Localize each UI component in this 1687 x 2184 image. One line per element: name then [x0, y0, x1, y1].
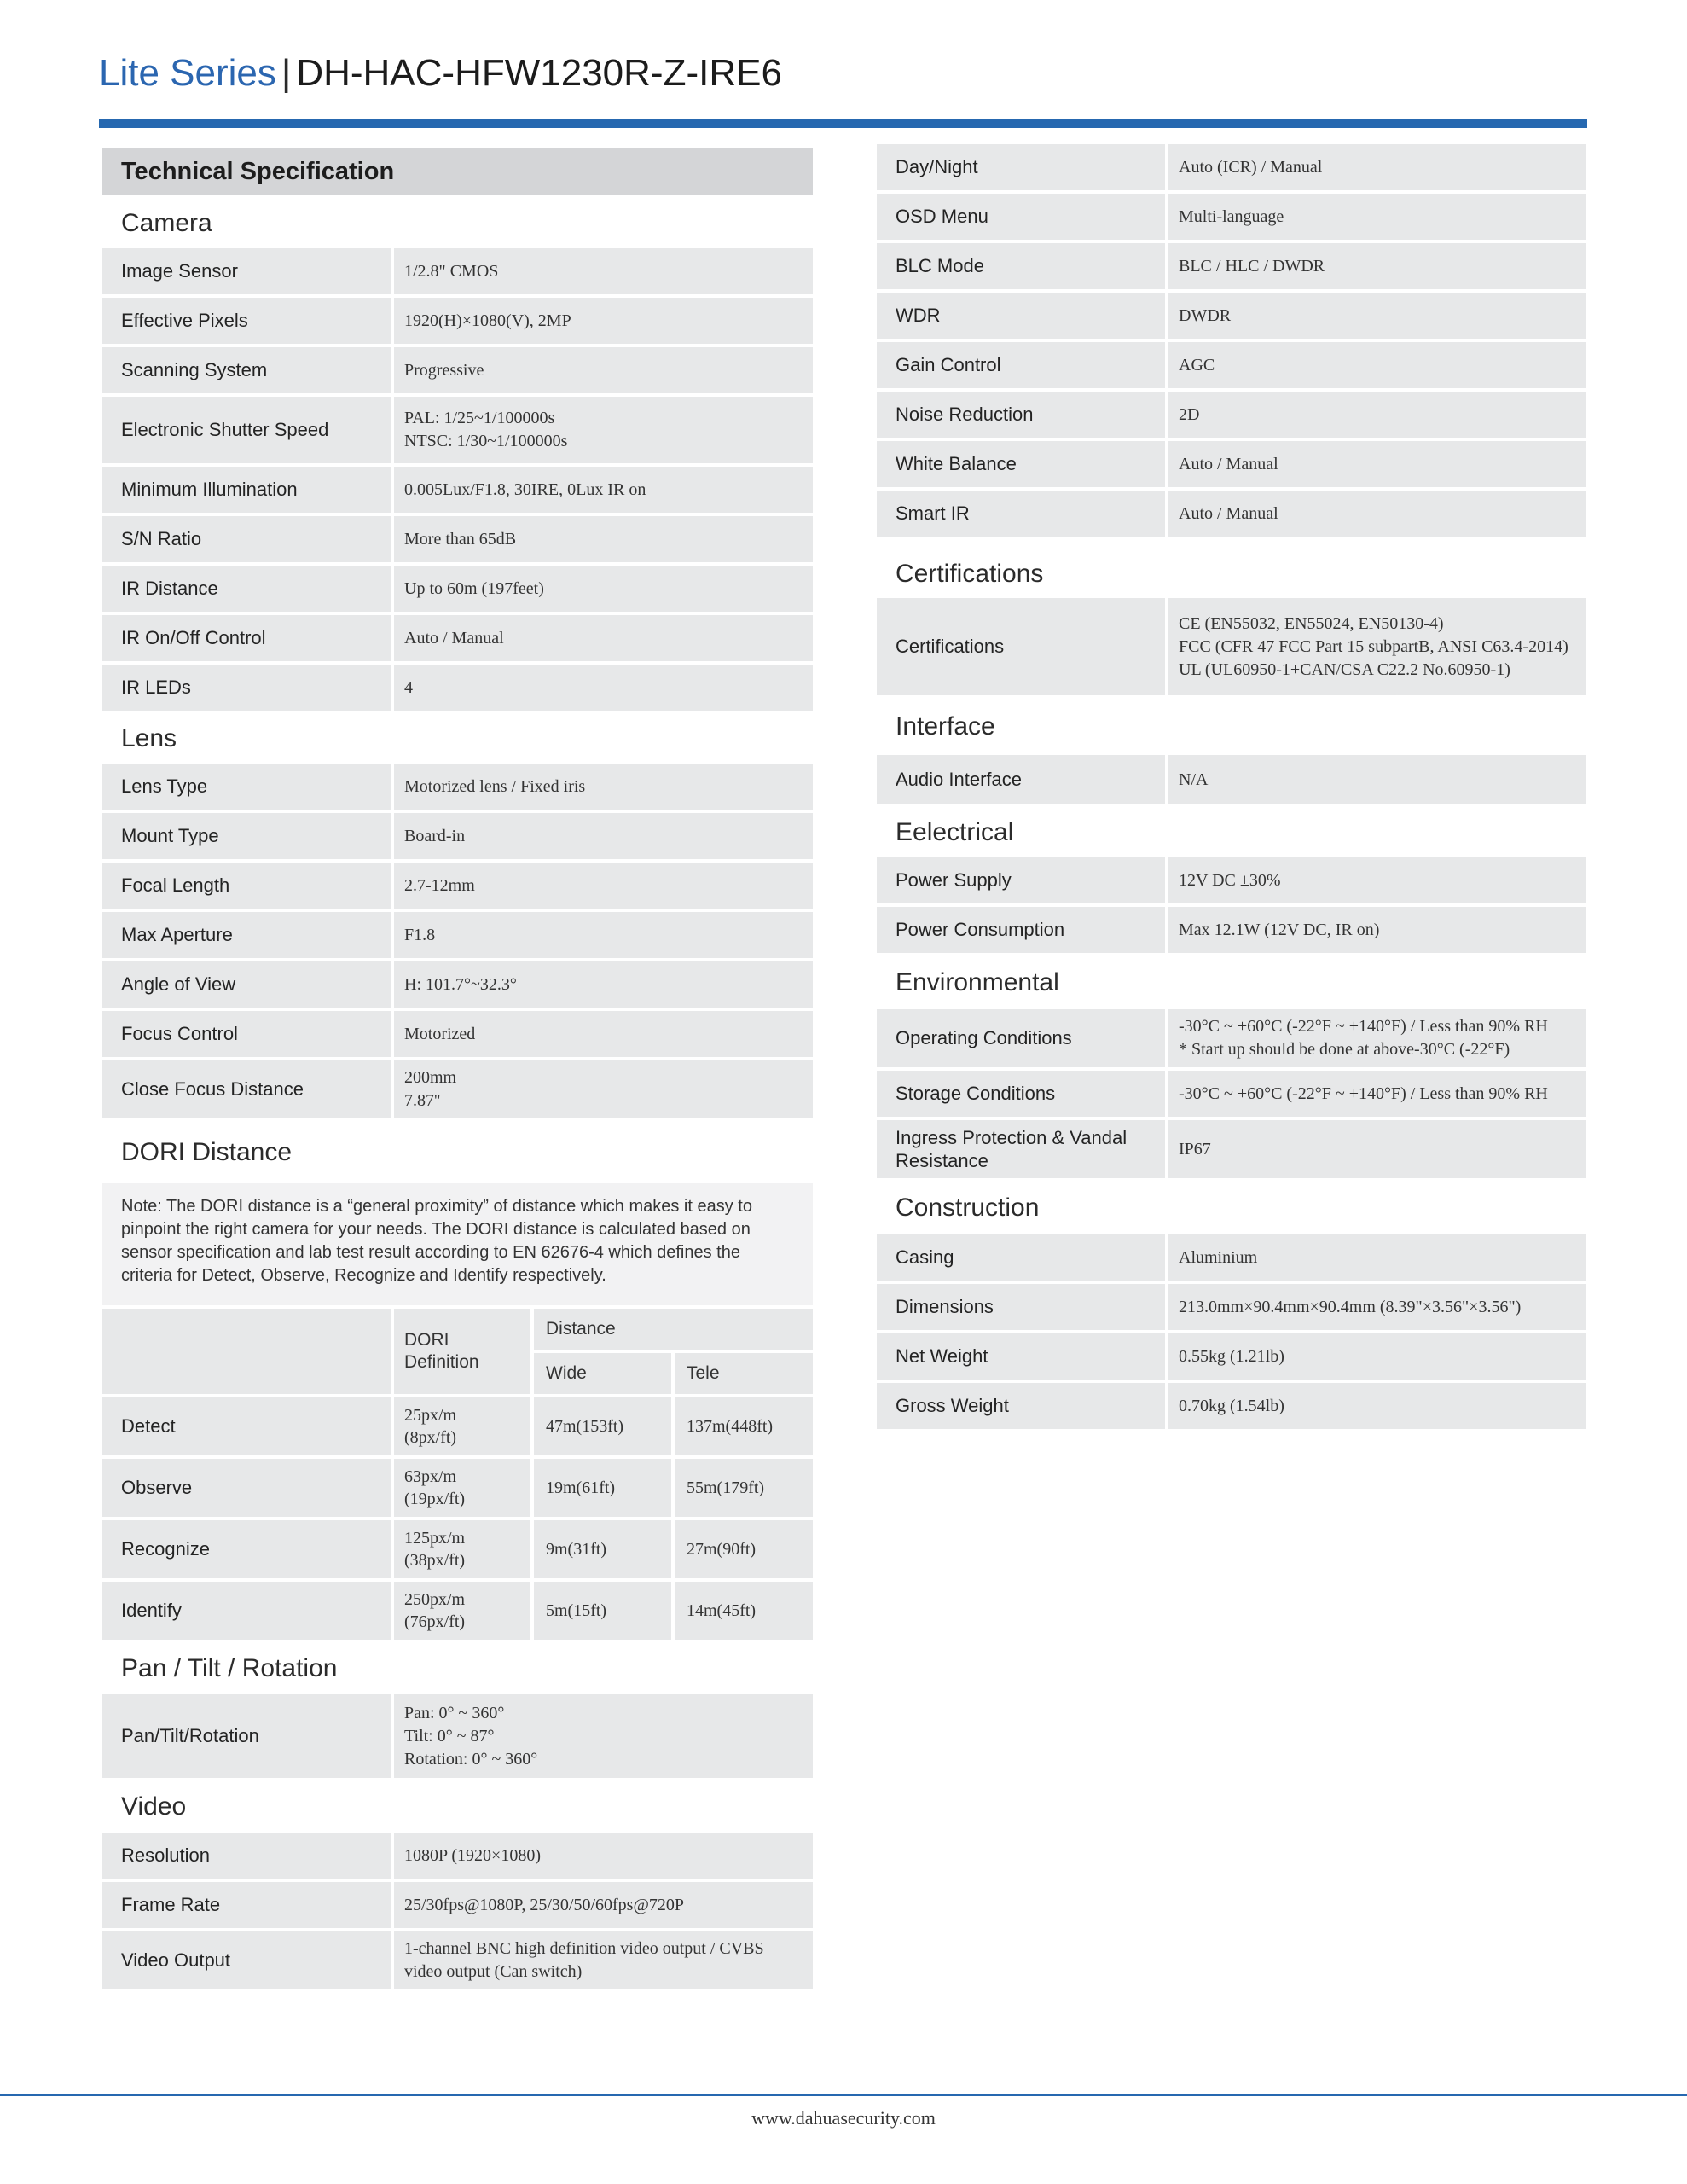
spec-value: Progressive [394, 347, 813, 393]
video-spec-table [102, 1833, 813, 1989]
spec-row [877, 1284, 1586, 1330]
spec-value: IP67 [1168, 1120, 1586, 1178]
spec-label: Storage Conditions [877, 1071, 1165, 1117]
spec-row [877, 441, 1586, 487]
dori-row-tele: 55m(179ft) [675, 1459, 813, 1517]
dori-row-definition: 63px/m (19px/ft) [394, 1459, 530, 1517]
dori-table-header [102, 1309, 813, 1394]
spec-value: 1920(H)×1080(V), 2MP [394, 298, 813, 344]
spec-value: 1-channel BNC high definition video output / CVBS video output (Can switch) [394, 1931, 813, 1989]
spec-label: Close Focus Distance [102, 1060, 391, 1118]
dori-row-tele: 137m(448ft) [675, 1397, 813, 1455]
model-name: DH-HAC-HFW1230R-Z-IRE6 [296, 52, 782, 94]
spec-value: Motorized [394, 1011, 813, 1057]
dori-row-name: Recognize [102, 1520, 391, 1578]
dori-row-tele: 14m(45ft) [675, 1582, 813, 1640]
spec-row [877, 491, 1586, 537]
spec-value: -30°C ~ +60°C (-22°F ~ +140°F) / Less than 90% RH * Start up should be done at above-30°C (-22°F) [1168, 1009, 1586, 1067]
spec-label: BLC Mode [877, 243, 1165, 289]
spec-row [877, 1120, 1586, 1178]
spec-label: IR LEDs [102, 665, 391, 711]
section-heading-interface: Interface [896, 712, 995, 741]
spec-label: Power Consumption [877, 907, 1165, 953]
spec-value: 0.55kg (1.21lb) [1168, 1333, 1586, 1380]
spec-value: Auto / Manual [1168, 441, 1586, 487]
spec-value: AGC [1168, 342, 1586, 388]
dori-row-name: Identify [102, 1582, 391, 1640]
spec-label: Effective Pixels [102, 298, 391, 344]
right-column [877, 144, 1586, 1432]
spec-label: Minimum Illumination [102, 467, 391, 513]
spec-row [877, 755, 1586, 804]
spec-value: Pan: 0° ~ 360° Tilt: 0° ~ 87° Rotation: 0° ~ 360° [394, 1694, 813, 1778]
spec-row [102, 516, 813, 562]
spec-row [102, 347, 813, 393]
spec-value: 1080P (1920×1080) [394, 1833, 813, 1879]
spec-row [877, 1383, 1586, 1429]
spec-label: WDR [877, 293, 1165, 339]
spec-value: N/A [1168, 755, 1586, 804]
footer-website-link[interactable]: www.dahuasecurity.com [751, 2107, 936, 2129]
spec-row [102, 1833, 813, 1879]
spec-row [102, 615, 813, 661]
spec-value: 12V DC ±30% [1168, 857, 1586, 903]
spec-row [102, 1011, 813, 1057]
spec-label: Certifications [877, 598, 1165, 695]
spec-value: CE (EN55032, EN55024, EN50130-4) FCC (CFR 47 FCC Part 15 subpartB, ANSI C63.4-2014) UL (UL60950-1+CAN/CSA C22.2 No.60950-1) [1168, 598, 1586, 695]
page-title [99, 48, 782, 99]
section-heading-certifications: Certifications [896, 560, 1044, 588]
spec-row [102, 397, 813, 463]
spec-label: S/N Ratio [102, 516, 391, 562]
spec-label: Image Sensor [102, 248, 391, 294]
spec-label: White Balance [877, 441, 1165, 487]
dori-row-wide: 19m(61ft) [534, 1459, 671, 1517]
spec-row [877, 857, 1586, 903]
spec-row [877, 243, 1586, 289]
spec-value: Auto / Manual [1168, 491, 1586, 537]
spec-label: Lens Type [102, 764, 391, 810]
table-row [102, 1397, 813, 1455]
spec-row [102, 912, 813, 958]
spec-value: 2D [1168, 392, 1586, 438]
section-heading-environmental: Environmental [896, 968, 1059, 996]
spec-value: 4 [394, 665, 813, 711]
section-heading-camera: Camera [121, 209, 212, 237]
spec-label: Scanning System [102, 347, 391, 393]
video-continued-spec-table [877, 144, 1586, 537]
dori-note: Note: The DORI distance is a “general proximity” of distance which makes it easy to pinpoint the right camera for your needs. The DORI distance is calculated based on sensor specification and lab test result according to EN 62676-4 which defines the criteria for Detect, Observe, Recognize and Identify respectively. [102, 1183, 813, 1305]
spec-label: Pan/Tilt/Rotation [102, 1694, 391, 1778]
spec-row [102, 566, 813, 612]
lens-spec-table [102, 764, 813, 1118]
spec-row [877, 1009, 1586, 1067]
spec-label: Casing [877, 1234, 1165, 1281]
spec-label: IR Distance [102, 566, 391, 612]
spec-value: 200mm 7.87'' [394, 1060, 813, 1118]
dori-header-empty [102, 1309, 391, 1394]
spec-row [877, 144, 1586, 190]
spec-row [877, 342, 1586, 388]
spec-row [102, 1694, 813, 1778]
spec-value: 2.7-12mm [394, 863, 813, 909]
spec-value: Max 12.1W (12V DC, IR on) [1168, 907, 1586, 953]
spec-value: 0.005Lux/F1.8, 30IRE, 0Lux IR on [394, 467, 813, 513]
table-row [102, 1520, 813, 1578]
spec-row [877, 194, 1586, 240]
header-rule [99, 119, 1587, 128]
spec-label: Mount Type [102, 813, 391, 859]
spec-label: Dimensions [877, 1284, 1165, 1330]
spec-value: 0.70kg (1.54lb) [1168, 1383, 1586, 1429]
dori-row-wide: 47m(153ft) [534, 1397, 671, 1455]
spec-label: Focus Control [102, 1011, 391, 1057]
section-heading-electrical: Eelectrical [896, 818, 1014, 846]
spec-row [102, 248, 813, 294]
spec-label: Gain Control [877, 342, 1165, 388]
spec-value: Multi-language [1168, 194, 1586, 240]
dori-row-wide: 9m(31ft) [534, 1520, 671, 1578]
section-heading-video: Video [121, 1792, 187, 1821]
spec-label: Ingress Protection & Vandal Resistance [877, 1120, 1165, 1178]
spec-value: DWDR [1168, 293, 1586, 339]
spec-value: H: 101.7°~32.3° [394, 961, 813, 1008]
spec-value: Motorized lens / Fixed iris [394, 764, 813, 810]
title-separator: | [281, 52, 292, 94]
spec-row [877, 598, 1586, 695]
spec-row [102, 1931, 813, 1989]
section-heading-pan-tilt-rotation: Pan / Tilt / Rotation [121, 1654, 338, 1682]
spec-value: 25/30fps@1080P, 25/30/50/60fps@720P [394, 1882, 813, 1928]
footer-rule [0, 2094, 1687, 2096]
dori-row-definition: 250px/m (76px/ft) [394, 1582, 530, 1640]
spec-label: Power Supply [877, 857, 1165, 903]
spec-row [877, 1234, 1586, 1281]
spec-row [102, 764, 813, 810]
spec-label: Day/Night [877, 144, 1165, 190]
dori-header-subcols [534, 1353, 813, 1394]
spec-label: Operating Conditions [877, 1009, 1165, 1067]
spec-row [102, 665, 813, 711]
spec-value: Up to 60m (197feet) [394, 566, 813, 612]
spec-label: Net Weight [877, 1333, 1165, 1380]
dori-header-wide: Wide [534, 1353, 671, 1394]
spec-value: BLC / HLC / DWDR [1168, 243, 1586, 289]
spec-row [877, 1071, 1586, 1117]
section-heading-dori: DORI Distance [121, 1138, 293, 1166]
dori-header-distance-group [534, 1309, 813, 1394]
spec-row [102, 1882, 813, 1928]
spec-row [102, 298, 813, 344]
spec-row [102, 813, 813, 859]
dori-row-definition: 125px/m (38px/ft) [394, 1520, 530, 1578]
spec-row [877, 392, 1586, 438]
spec-value: 213.0mm×90.4mm×90.4mm (8.39"×3.56"×3.56") [1168, 1284, 1586, 1330]
spec-row [102, 1060, 813, 1118]
dori-header-distance: Distance [534, 1309, 813, 1350]
table-row [102, 1582, 813, 1640]
spec-value: More than 65dB [394, 516, 813, 562]
spec-label: Frame Rate [102, 1882, 391, 1928]
dori-row-name: Detect [102, 1397, 391, 1455]
spec-label: Noise Reduction [877, 392, 1165, 438]
spec-row [102, 863, 813, 909]
section-heading-construction: Construction [896, 1194, 1040, 1222]
spec-label: Focal Length [102, 863, 391, 909]
spec-value: F1.8 [394, 912, 813, 958]
spec-row [877, 293, 1586, 339]
section-heading-lens: Lens [121, 724, 177, 752]
technical-specification-heading: Technical Specification [102, 148, 813, 195]
spec-label: Max Aperture [102, 912, 391, 958]
dori-header-tele: Tele [675, 1353, 813, 1394]
dori-row-tele: 27m(90ft) [675, 1520, 813, 1578]
dori-row-name: Observe [102, 1459, 391, 1517]
spec-label: Smart IR [877, 491, 1165, 537]
dori-table [102, 1309, 813, 1640]
spec-value: 1/2.8" CMOS [394, 248, 813, 294]
spec-label: Video Output [102, 1931, 391, 1989]
spec-label: Electronic Shutter Speed [102, 397, 391, 463]
spec-label: IR On/Off Control [102, 615, 391, 661]
dori-header-definition: DORI Definition [394, 1309, 530, 1394]
spec-label: OSD Menu [877, 194, 1165, 240]
spec-label: Audio Interface [877, 755, 1165, 804]
spec-row [102, 467, 813, 513]
spec-row [102, 961, 813, 1008]
table-row [102, 1459, 813, 1517]
spec-value: Auto / Manual [394, 615, 813, 661]
camera-spec-table [102, 248, 813, 711]
spec-value: Board-in [394, 813, 813, 859]
spec-label: Gross Weight [877, 1383, 1165, 1429]
series-name: Lite Series [99, 52, 276, 94]
dori-row-wide: 5m(15ft) [534, 1582, 671, 1640]
spec-label: Angle of View [102, 961, 391, 1008]
spec-value: Auto (ICR) / Manual [1168, 144, 1586, 190]
spec-row [877, 1333, 1586, 1380]
spec-row [877, 907, 1586, 953]
spec-value: PAL: 1/25~1/100000s NTSC: 1/30~1/100000s [394, 397, 813, 463]
dori-row-definition: 25px/m (8px/ft) [394, 1397, 530, 1455]
spec-value: Aluminium [1168, 1234, 1586, 1281]
left-column [102, 148, 813, 1993]
spec-value: -30°C ~ +60°C (-22°F ~ +140°F) / Less than 90% RH [1168, 1071, 1586, 1117]
spec-label: Resolution [102, 1833, 391, 1879]
